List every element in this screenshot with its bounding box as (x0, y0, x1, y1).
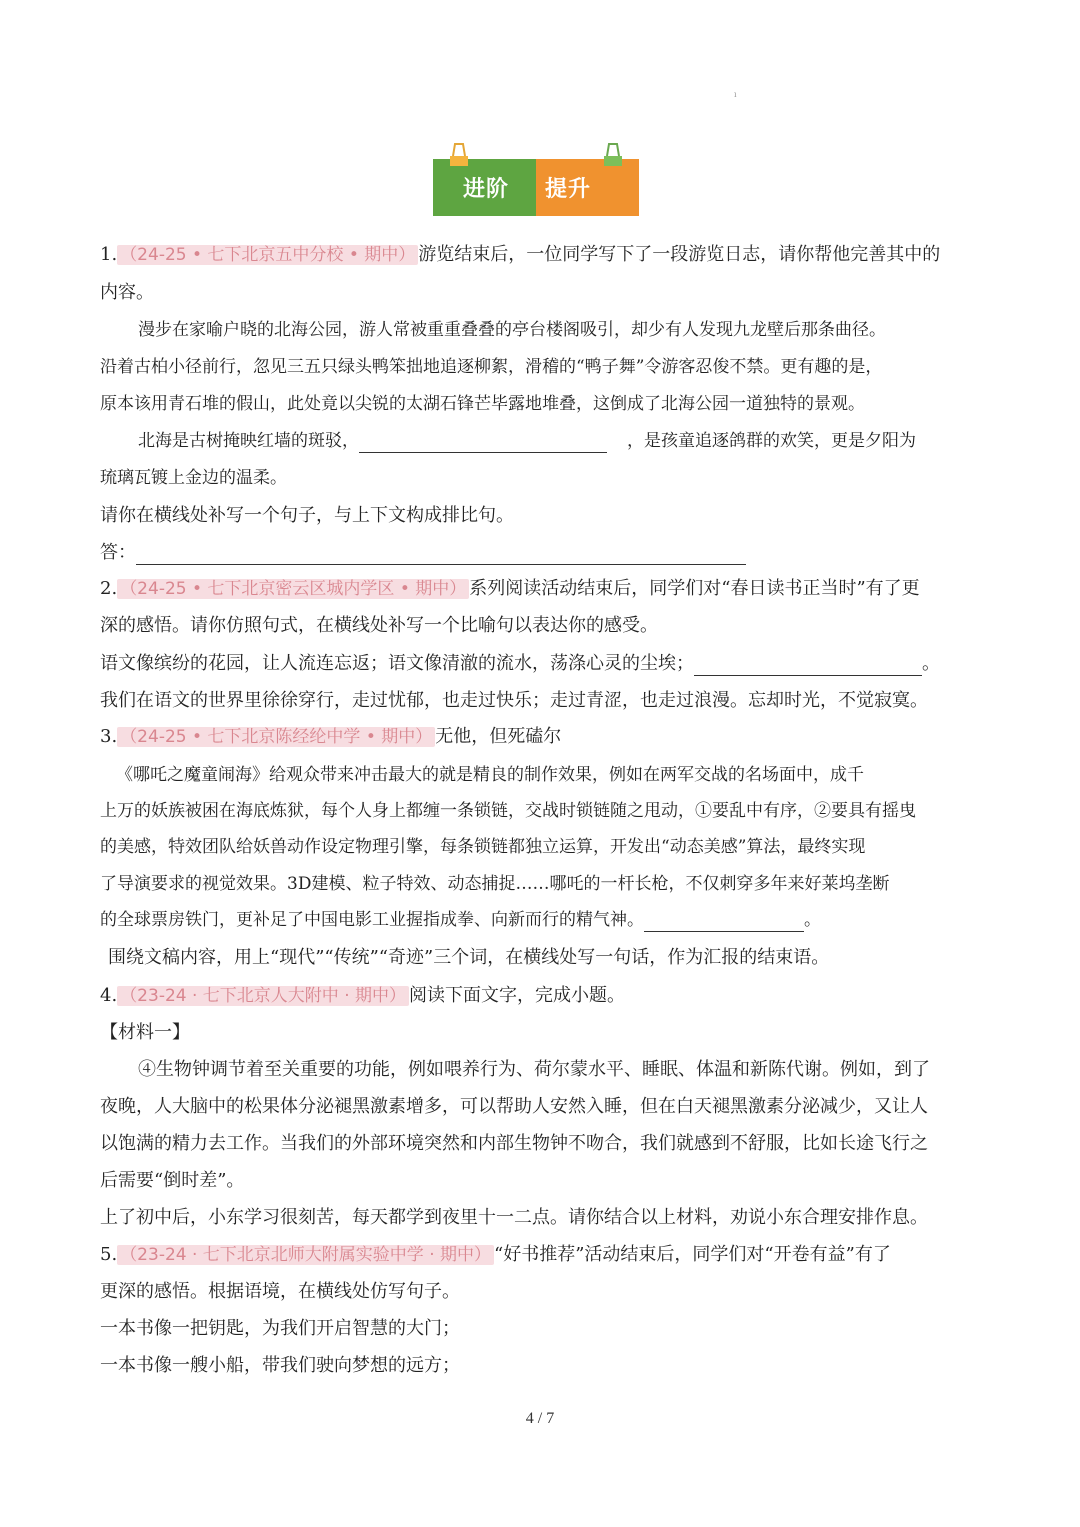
passage-line: 沿着古柏小径前行，忽见三五只绿头鸭笨拙地追逐柳絮，滑稽的“鸭子舞”令游客忍俊不禁。更有趣的是， (100, 357, 883, 377)
question-prompt: 围绕文稿内容，用上“现代”“传统”“奇迹”三个词，在横线处写一句话，作为汇报的结束语。 (108, 947, 830, 968)
source-tag: （24-25 • 七下北京五中分校 • 期中） (117, 245, 418, 265)
question-line (100, 652, 940, 676)
banner-left-text: 进阶 (463, 177, 510, 202)
binder-clip-icon (449, 142, 469, 168)
source-tag: （23-24 · 七下北京人大附中 · 期中） (117, 986, 409, 1006)
source-tag: （24-25 • 七下北京陈经纶中学 • 期中） (117, 727, 435, 747)
question-number: 5. (100, 1244, 118, 1265)
banner-right-text: 提升 (545, 177, 592, 202)
passage-text: 的全球票房铁门，更补足了中国电影工业握指成拳、向新而行的精气神。 (100, 910, 644, 930)
question-number: 2. (100, 578, 118, 599)
binder-clip-icon (603, 142, 623, 168)
source-tag: （24-25 • 七下北京密云区城内学区 • 期中） (117, 579, 469, 599)
page-number: 4 / 7 (525, 1410, 555, 1427)
question-number: 3. (100, 726, 118, 747)
answer-blank[interactable] (136, 546, 746, 565)
question-number: 1. (100, 244, 118, 265)
answer-blank[interactable] (644, 913, 804, 932)
question-text: 我们在语文的世界里徐徐穿行，走过忧郁，也走过快乐；走过青涩，也走过浪漫。忘却时光，不觉寂寞。 (100, 690, 928, 711)
passage-line: 了导演要求的视觉效果。3D建模、粒子特效、动态捕捉……哪吒的一杆长枪，不仅刺穿多年来好莱坞垄断 (100, 874, 890, 894)
question-number: 4. (100, 985, 118, 1006)
question-text: 无他，但死磕尔 (435, 726, 562, 747)
passage-line: ④生物钟调节着至关重要的功能，例如喂养行为、荷尔蒙水平、睡眠、体温和新陈代谢。例如，到了 (138, 1059, 930, 1080)
material-heading: 【材料一】 (100, 1022, 190, 1043)
question-prompt: 上了初中后，小东学习很刻苦，每天都学到夜里十一二点。请你结合以上材料，劝说小东合理安排作息。 (100, 1207, 928, 1228)
section-banner (433, 142, 639, 218)
question-5-line (100, 1243, 891, 1267)
passage-line: 的美感，特效团队给妖兽动作设定物理引擎，每条锁链都独立运算，开发出“动态美感”算法，最终实现 (100, 837, 866, 857)
answer-blank[interactable] (359, 434, 607, 453)
passage-line: 上万的妖族被困在海底炼狱，每个人身上都缠一条锁链，交战时锁链随之甩动，①要乱中有序，②要具有摇曳 (100, 801, 916, 821)
answer-line (100, 541, 746, 565)
passage-line (138, 429, 916, 453)
question-text: 深的感悟。请你仿照句式，在横线处补写一个比喻句以表达你的感受。 (100, 615, 658, 636)
source-tag: （23-24 · 七下北京北师大附属实验中学 · 期中） (117, 1245, 494, 1265)
question-text: 阅读下面文字，完成小题。 (409, 985, 626, 1006)
question-text: 系列阅读活动结束后，同学们对“春日读书正当时”有了更 (469, 578, 920, 599)
example-line: 一本书像一把钥匙，为我们开启智慧的大门； (100, 1318, 460, 1339)
question-text: “好书推荐”活动结束后，同学们对“开卷有益”有了 (494, 1244, 891, 1265)
passage-text: ，是孩童追逐鸽群的欢笑，更是夕阳为 (627, 431, 916, 451)
passage-line: 原本该用青石堆的假山，此处竟以尖锐的太湖石锋芒毕露地堆叠，这倒成了北海公园一道独特的景观。 (100, 394, 865, 414)
passage-text: 北海是古树掩映红墙的斑驳， (138, 431, 359, 451)
passage-line (100, 908, 821, 932)
question-4-line (100, 984, 625, 1008)
passage-line: 后需要“倒时差”。 (100, 1170, 245, 1191)
punctuation: 。 (922, 653, 940, 674)
passage-line: 漫步在家喻户晓的北海公园，游人常被重重叠叠的亭台楼阁吸引，却少有人发现九龙壁后那条曲径。 (138, 320, 886, 340)
question-prompt: 请你在横线处补写一个句子，与上下文构成排比句。 (100, 505, 514, 526)
question-text: 语文像缤纷的花园，让人流连忘返；语文像清澈的流水，荡涤心灵的尘埃； (100, 653, 694, 674)
page-mark: ı (734, 90, 737, 99)
question-text: 游览结束后，一位同学写下了一段游览日志，请你帮他完善其中的 (418, 244, 941, 265)
question-text: 内容。 (100, 282, 154, 303)
question-3-line (100, 725, 561, 749)
answer-label: 答： (100, 542, 136, 563)
answer-blank[interactable] (694, 657, 922, 676)
punctuation: 。 (804, 910, 821, 930)
question-1-line (100, 243, 940, 267)
question-text: 更深的感悟。根据语境，在横线处仿写句子。 (100, 1281, 460, 1302)
passage-line: 以饱满的精力去工作。当我们的外部环境突然和内部生物钟不吻合，我们就感到不舒服，比如长途飞行之 (100, 1133, 928, 1154)
passage-line: 夜晚，人大脑中的松果体分泌褪黑激素增多，可以帮助人安然入睡，但在白天褪黑激素分泌减少，又让人 (100, 1096, 928, 1117)
passage-line: 《哪吒之魔童闹海》给观众带来冲击最大的就是精良的制作效果，例如在两军交战的名场面中，成千 (116, 765, 864, 785)
example-line: 一本书像一艘小船，带我们驶向梦想的远方； (100, 1355, 460, 1376)
passage-line: 琉璃瓦镀上金边的温柔。 (100, 468, 287, 488)
question-2-line (100, 577, 920, 601)
